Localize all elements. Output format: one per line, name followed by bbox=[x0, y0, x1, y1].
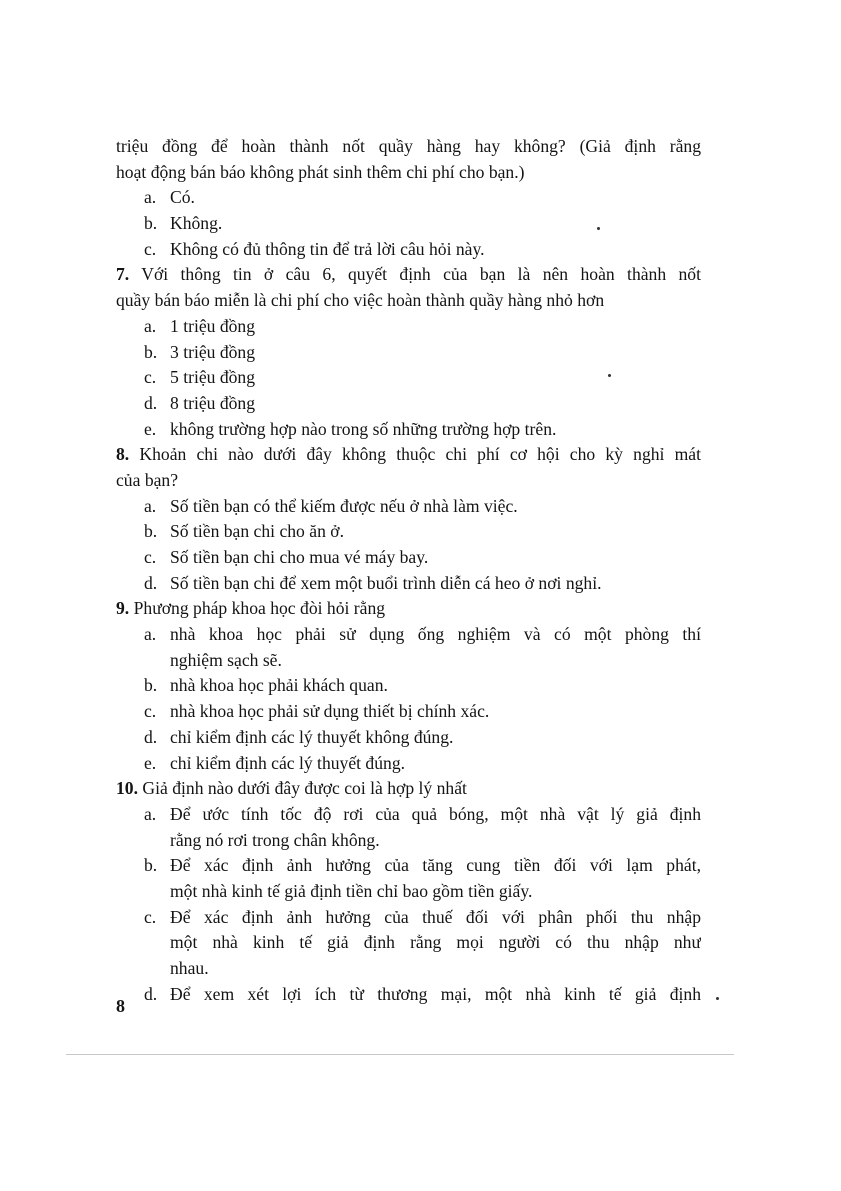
q9-stem-line-1 bbox=[116, 596, 701, 622]
q10-option-b-line-1 bbox=[116, 853, 701, 879]
option-label: d. bbox=[144, 726, 158, 747]
option-text: 3 triệu đồng bbox=[170, 341, 256, 362]
intro-line-1: triệu đồng để hoàn thành nốt quầy hàng hay không? (Giả định rằng bbox=[116, 136, 701, 156]
option-text: Số tiền bạn chi cho ăn ở. bbox=[170, 521, 344, 542]
question-number: 10. bbox=[116, 778, 138, 799]
option-label: b. bbox=[144, 213, 158, 234]
q9-option-e bbox=[116, 751, 701, 777]
q7-option-d bbox=[116, 391, 701, 417]
option-text: nhà khoa học phải sử dụng thiết bị chính xác. bbox=[170, 701, 490, 722]
option-label: d. bbox=[144, 392, 158, 413]
q8-option-a bbox=[116, 494, 701, 520]
option-label: a. bbox=[144, 495, 157, 516]
q10-option-b-line-2: một nhà kinh tế giả định tiền chỉ bao gồm tiền giấy. bbox=[170, 880, 533, 901]
q7-option-e bbox=[116, 417, 701, 443]
option-text: Có. bbox=[170, 187, 195, 208]
scan-speck bbox=[608, 374, 611, 377]
option-text: chỉ kiểm định các lý thuyết không đúng. bbox=[170, 726, 454, 747]
option-text: Không. bbox=[170, 213, 223, 234]
q10-option-a-line-2: rằng nó rơi trong chân không. bbox=[170, 829, 380, 850]
q9-option-a-line-2: nghiệm sạch sẽ. bbox=[170, 649, 282, 670]
option-text: Số tiền bạn có thể kiếm được nếu ở nhà làm việc. bbox=[170, 495, 518, 516]
option-text: Để xem xét lợi ích từ thương mại, một nhà kinh tế giả định bbox=[170, 983, 701, 1004]
q7-stem-line-2: quầy bán báo miễn là chi phí cho việc hoàn thành quầy hàng nhỏ hơn bbox=[116, 290, 605, 311]
option-text: Để xác định ảnh hưởng của tăng cung tiền đối với lạm phát, bbox=[170, 855, 701, 876]
q8-stem-line-2: của bạn? bbox=[116, 469, 179, 490]
option-text: 8 triệu đồng bbox=[170, 392, 256, 413]
option-label: d. bbox=[144, 983, 158, 1004]
question-text: Phương pháp khoa học đòi hỏi rằng bbox=[133, 598, 386, 619]
page-body bbox=[116, 134, 701, 1007]
q10-option-a-line-1 bbox=[116, 802, 701, 828]
q8-stem-line-1 bbox=[116, 442, 701, 468]
q10-stem-line-1 bbox=[116, 776, 701, 802]
option-label: c. bbox=[144, 367, 157, 388]
option-text: 1 triệu đồng bbox=[170, 315, 256, 336]
footer-divider bbox=[66, 1054, 734, 1055]
option-text: không trường hợp nào trong số những trường hợp trên. bbox=[170, 418, 557, 439]
option-text: Không có đủ thông tin để trả lời câu hỏi này. bbox=[170, 238, 485, 259]
question-number: 9. bbox=[116, 598, 130, 619]
q7-option-b bbox=[116, 340, 701, 366]
option-label: c. bbox=[144, 547, 157, 567]
q10-option-d-line-1 bbox=[116, 982, 701, 1008]
q8-option-c bbox=[116, 545, 701, 571]
q9-option-d bbox=[116, 725, 701, 751]
option-label: b. bbox=[144, 521, 158, 542]
question-text: Giả định nào dưới đây được coi là hợp lý nhất bbox=[142, 778, 467, 799]
option-label: e. bbox=[144, 418, 157, 439]
q8-option-d bbox=[116, 571, 701, 597]
option-text: nhà khoa học phải khách quan. bbox=[170, 675, 388, 696]
scan-speck bbox=[716, 997, 719, 1000]
q9-option-b bbox=[116, 673, 701, 699]
option-label: c. bbox=[144, 906, 157, 927]
q10-option-c-line-1 bbox=[116, 905, 701, 931]
question-text: Khoản chi nào dưới đây không thuộc chi phí cơ hội cho kỳ nghỉ mát bbox=[139, 444, 701, 465]
option-label: a. bbox=[144, 315, 157, 336]
q6-option-a bbox=[116, 185, 701, 211]
q7-option-c bbox=[116, 365, 701, 391]
q6-option-b bbox=[116, 211, 701, 237]
option-text: Để ước tính tốc độ rơi của quả bóng, một nhà vật lý giả định bbox=[170, 803, 701, 824]
q10-option-c-line-2: một nhà kinh tế giả định rằng mọi người có thu nhập như bbox=[170, 932, 701, 953]
q7-option-a bbox=[116, 314, 701, 340]
option-label: c. bbox=[144, 701, 157, 722]
option-text: 5 triệu đồng bbox=[170, 367, 256, 388]
option-label: d. bbox=[144, 572, 158, 593]
option-text: chỉ kiểm định các lý thuyết đúng. bbox=[170, 752, 406, 773]
scan-speck bbox=[597, 227, 600, 230]
q7-stem-line-1 bbox=[116, 262, 701, 288]
option-text: Để xác định ảnh hưởng của thuế đối với phân phối thu nhập bbox=[170, 906, 701, 927]
option-label: b. bbox=[144, 341, 158, 362]
option-label: c. bbox=[144, 238, 157, 259]
option-label: a. bbox=[144, 187, 157, 208]
option-text: Số tiền bạn chi để xem một buổi trình diễn cá heo ở nơi nghỉ. bbox=[170, 572, 602, 593]
option-label: b. bbox=[144, 675, 158, 696]
option-text: Số tiền bạn chi cho mua vé máy bay. bbox=[170, 547, 429, 567]
q6-option-c bbox=[116, 237, 701, 263]
option-text: nhà khoa học phải sử dụng ống nghiệm và có một phòng thí bbox=[170, 624, 701, 645]
q8-option-b bbox=[116, 519, 701, 545]
q9-option-c bbox=[116, 699, 701, 725]
question-number: 7. bbox=[116, 264, 130, 285]
question-number: 8. bbox=[116, 444, 130, 465]
option-label: a. bbox=[144, 624, 157, 645]
q9-option-a-line-1 bbox=[116, 622, 701, 648]
q10-option-c-line-3: nhau. bbox=[170, 958, 209, 978]
option-label: b. bbox=[144, 855, 158, 876]
question-text: Với thông tin ở câu 6, quyết định của bạn là nên hoàn thành nốt bbox=[141, 264, 701, 285]
page-number: 8 bbox=[116, 996, 125, 1016]
option-label: e. bbox=[144, 752, 157, 773]
option-label: a. bbox=[144, 803, 157, 824]
intro-line-2: hoạt động bán báo không phát sinh thêm chi phí cho bạn.) bbox=[116, 161, 525, 182]
